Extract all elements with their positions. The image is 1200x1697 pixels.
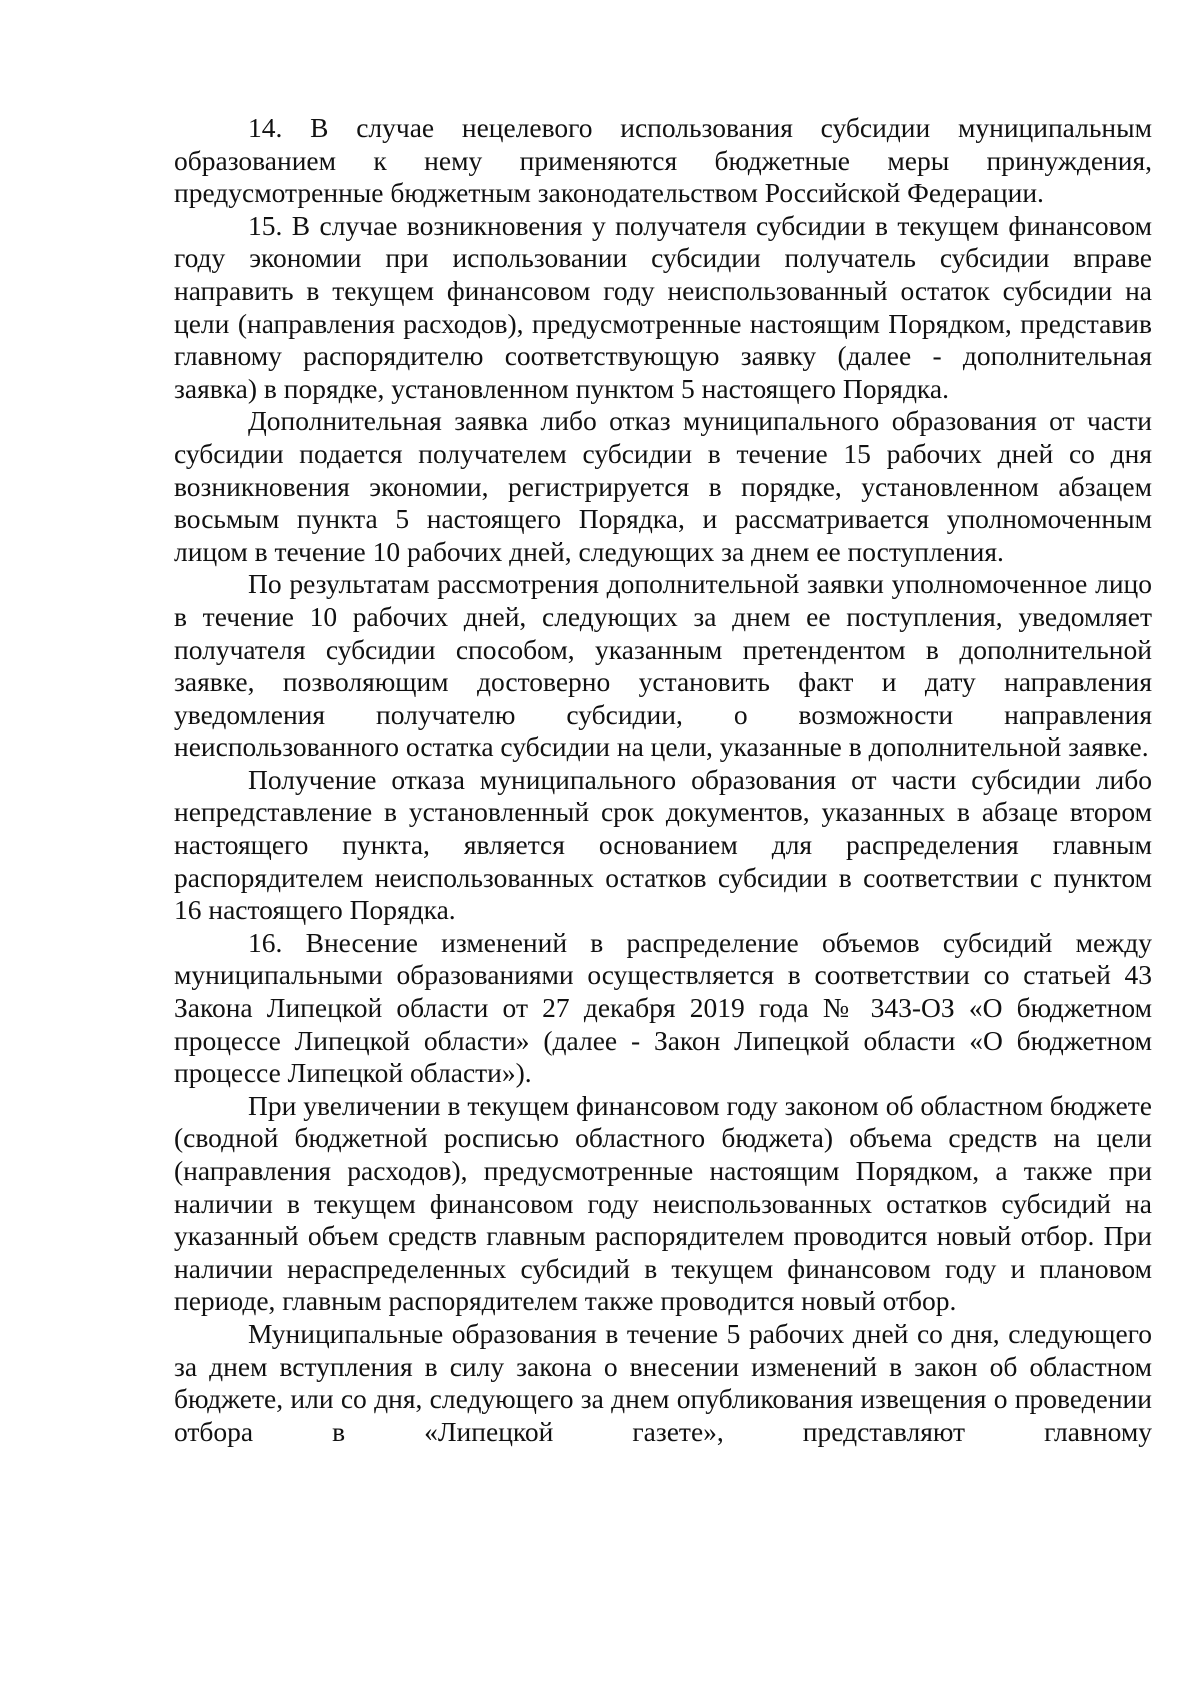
paragraph-15-review-results: По результатам рассмотрения дополнительной заявки уполномоченное лицо в течение 10 рабочих дней, следующих за днем ее поступления, уведомляет получателя субсидии способом, указанным претендентом в дополнительной заявке, позволяющим достоверно установить факт и дату направления уведомления получателю субсидии, о возможности направления неиспользованного остатка субсидии на цели, указанные в дополнительной заявке. bbox=[174, 568, 1152, 763]
paragraph-16-municipal-submission: Муниципальные образования в течение 5 рабочих дней со дня, следующего за днем вступления в силу закона о внесении изменений в закон об областном бюджете, или со дня, следующего за днем опубликования извещения о проведении отбора в «Липецкой газете», представляют главному bbox=[174, 1317, 1152, 1447]
paragraph-15: 15. В случае возникновения у получателя субсидии в текущем финансовом году экономии при использовании субсидии получатель субсидии вправе направить в текущем финансовом году неиспользованный остаток субсидии на цели (направления расходов), предусмотренные настоящим Порядком, представив главному распорядителю соответствующую заявку (далее - дополнительная заявка) в порядке, установленном пунктом 5 настоящего Порядка. bbox=[174, 209, 1152, 404]
paragraph-15-refusal: Получение отказа муниципального образования от части субсидии либо непредставление в установленный срок документов, указанных в абзаце втором настоящего пункта, является основанием для распределения главным распорядителем неиспользованных остатков субсидии в соответствии с пунктом 16 настоящего Порядка. bbox=[174, 763, 1152, 926]
paragraph-15-additional-application: Дополнительная заявка либо отказ муниципального образования от части субсидии подается получателем субсидии в течение 15 рабочих дней со дня возникновения экономии, регистрируется в порядке, установленном абзацем восьмым пункта 5 настоящего Порядка, и рассматривается уполномоченным лицом в течение 10 рабочих дней, следующих за днем ее поступления. bbox=[174, 405, 1152, 567]
paragraph-14: 14. В случае нецелевого использования субсидии муниципальным образованием к нему применяются бюджетные меры принуждения, предусмотренные бюджетным законодательством Российской Федерации. bbox=[174, 112, 1152, 209]
paragraph-16: 16. Внесение изменений в распределение объемов субсидий между муниципальными образованиями осуществляется в соответствии со статьей 43 Закона Липецкой области от 27 декабря 2019 года № 343-ОЗ «О бюджетном процессе Липецкой области» (далее - Закон Липецкой области «О бюджетном процессе Липецкой области»). bbox=[174, 926, 1152, 1089]
document-body bbox=[174, 112, 1152, 1448]
paragraph-16-increase: При увеличении в текущем финансовом году законом об областном бюджете (сводной бюджетной росписью областного бюджета) объема средств на цели (направления расходов), предусмотренные настоящим Порядком, а также при наличии в текущем финансовом году неиспользованных остатков субсидий на указанный объем средств главным распорядителем проводится новый отбор. При наличии нераспределенных субсидий в текущем финансовом году и плановом периоде, главным распорядителем также проводится новый отбор. bbox=[174, 1089, 1152, 1317]
